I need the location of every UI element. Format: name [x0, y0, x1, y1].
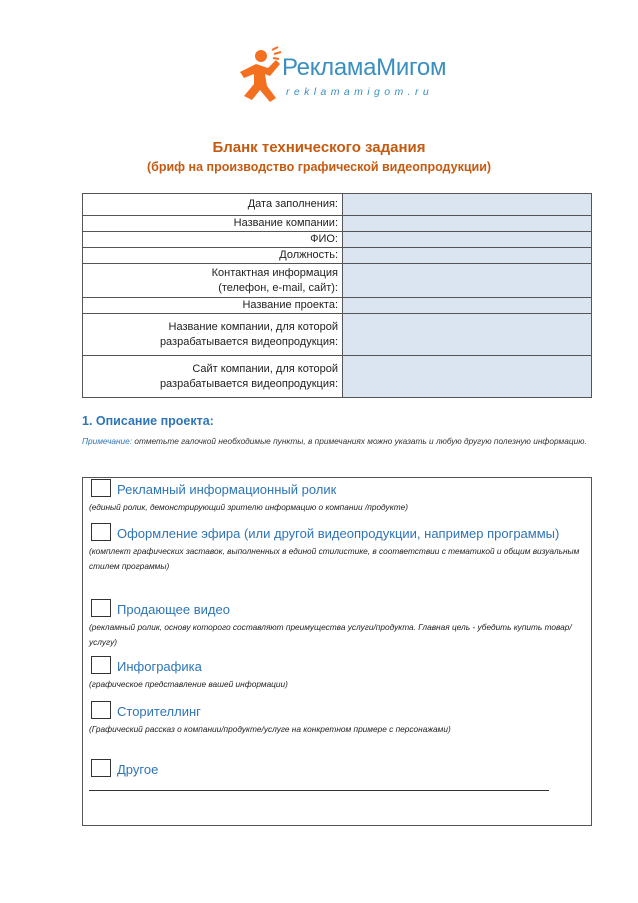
note-label: Примечание: [82, 436, 133, 446]
info-table [82, 193, 592, 398]
client-site-label-line1: Сайт компании, для которой [192, 362, 338, 375]
brand-logo [232, 46, 462, 116]
client-site-label-line2: разрабатывается видеопродукция: [159, 377, 338, 390]
option-title: Рекламный информационный ролик [117, 482, 337, 497]
option-desc: (Графический рассказ о компании/продукте/услуге на конкретном примере с персонажами) [89, 724, 451, 734]
checkbox-selling-video[interactable] [91, 599, 111, 617]
row-label-position: Должность: [83, 248, 343, 264]
other-input-line[interactable] [89, 790, 549, 791]
table-row [83, 298, 592, 314]
checkbox-promo-video[interactable] [91, 479, 111, 497]
option-selling-video [89, 599, 587, 650]
option-storytelling [89, 701, 587, 737]
option-title: Сторителлинг [117, 704, 201, 719]
brand-url: reklamamigom.ru [286, 86, 434, 98]
brand-name: РекламаМигом [282, 54, 447, 81]
option-promo-video [89, 479, 587, 515]
table-row [83, 232, 592, 248]
table-row [83, 356, 592, 398]
option-infographics [89, 656, 587, 692]
project-field[interactable] [343, 298, 592, 314]
option-title: Оформление эфира (или другой видеопродукции, например программы) [117, 526, 560, 541]
contacts-field[interactable] [343, 264, 592, 298]
options-box [82, 477, 592, 826]
row-label-fio: ФИО: [83, 232, 343, 248]
page-subtitle: (бриф на производство графической видеопродукции) [146, 160, 492, 174]
option-desc: (рекламный ролик, основу которого составляют преимущества услуги/продукта. Главная цель - убедить купить товар/услугу) [89, 622, 572, 647]
row-label-project: Название проекта: [83, 298, 343, 314]
table-row [83, 194, 592, 216]
table-row [83, 314, 592, 356]
fio-field[interactable] [343, 232, 592, 248]
date-field[interactable] [343, 194, 592, 216]
row-label-company: Название компании: [83, 216, 343, 232]
company-field[interactable] [343, 216, 592, 232]
option-title: Продающее видео [117, 602, 230, 617]
option-desc: (графическое представление вашей информации) [89, 679, 288, 689]
client-company-field[interactable] [343, 314, 592, 356]
client-company-label-line2: разрабатывается видеопродукция: [159, 335, 338, 348]
section-note [82, 434, 602, 449]
client-site-field[interactable] [343, 356, 592, 398]
row-label-contacts [83, 264, 343, 298]
option-other [89, 759, 587, 780]
option-broadcast-design [89, 523, 587, 574]
contacts-label-line2: (телефон, e-mail, сайт): [218, 281, 338, 294]
section-title: 1. Описание проекта: [82, 414, 214, 428]
checkbox-broadcast-design[interactable] [91, 523, 111, 541]
checkbox-storytelling[interactable] [91, 701, 111, 719]
checkbox-other[interactable] [91, 759, 111, 777]
client-company-label-line1: Название компании, для которой [168, 320, 338, 333]
page-title: Бланк технического задания [212, 139, 426, 156]
position-field[interactable] [343, 248, 592, 264]
option-title: Другое [117, 762, 159, 777]
option-desc: (единый ролик, демонстрирующий зрителю информацию о компании /продукте) [89, 502, 408, 512]
note-text: отметьте галочкой необходимые пункты, в примечаниях можно указать и любую другую полезную информацию. [132, 436, 587, 446]
row-label-client-site [83, 356, 343, 398]
row-label-date: Дата заполнения: [83, 194, 343, 216]
checkbox-infographics[interactable] [91, 656, 111, 674]
contacts-label-line1: Контактная информация [211, 266, 338, 279]
table-row [83, 248, 592, 264]
option-desc: (комплект графических заставок, выполненных в единой стилистике, в соответствии с тематикой и общим визуальным стилем программы) [89, 546, 580, 571]
row-label-client-company [83, 314, 343, 356]
option-title: Инфографика [117, 659, 202, 674]
running-man-logo-icon [232, 46, 284, 106]
table-row [83, 216, 592, 232]
table-row [83, 264, 592, 298]
